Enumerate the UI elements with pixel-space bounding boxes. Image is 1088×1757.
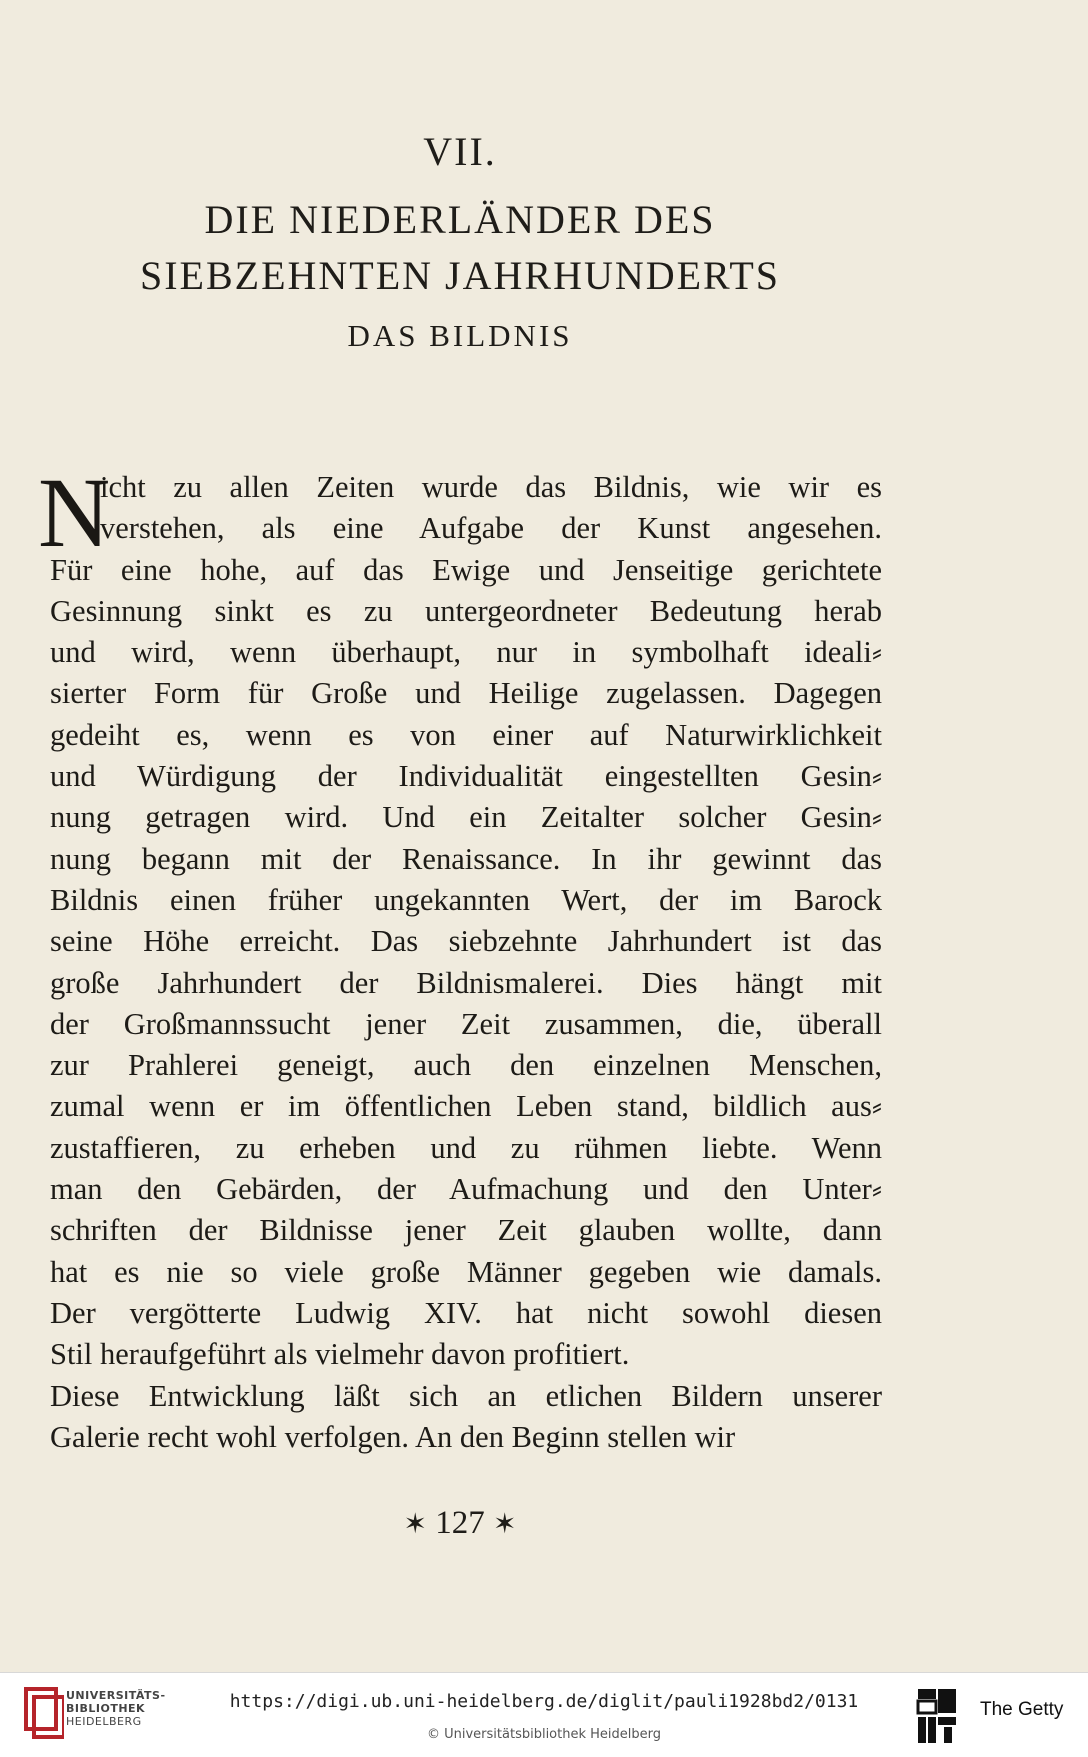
partner-name: The Getty [980, 1699, 1064, 1720]
text-line: Diese Entwicklung läßt sich an etlichen Bildern unserer [50, 1378, 882, 1413]
text-line: Bildnis einen früher ungekannten Wert, der im Barock [50, 882, 882, 917]
text-line: hat es nie so viele große Männer gegeben wie damals. [50, 1254, 882, 1289]
page-folio [0, 1505, 920, 1542]
body-text [38, 457, 882, 1458]
chapter-title-line-1: DIE NIEDERLÄNDER DES [204, 197, 716, 242]
text-line: zustaffieren, zu erheben und zu rühmen liebte. Wenn [50, 1130, 882, 1165]
getty-logo-icon [916, 1687, 958, 1745]
text-line: Gesinnung sinkt es zu untergeordneter Bedeutung herab [50, 593, 882, 628]
text-line: gedeiht es, wenn es von einer auf Naturwirklichkeit [50, 717, 882, 752]
text-line: zumal wenn er im öffentlichen Leben stand, bildlich aus⸗ [50, 1089, 882, 1124]
text-line: verstehen, als eine Aufgabe der Kunst angesehen. [100, 511, 882, 546]
text-line: und wird, wenn überhaupt, nur in symbolhaft ideali⸗ [50, 635, 882, 670]
text-line: Der vergötterte Ludwig XIV. hat nicht sowohl diesen [50, 1295, 882, 1330]
text-line: schriften der Bildnisse jener Zeit glauben wollte, dann [50, 1213, 882, 1248]
text-lines [50, 467, 882, 1458]
viewer-footer [0, 1672, 1088, 1757]
text-line: Stil heraufgeführt als vielmehr davon profitiert. [50, 1337, 630, 1372]
text-line: sierter Form für Große und Heilige zugelassen. Dagegen [50, 676, 882, 711]
text-line: nung begann mit der Renaissance. In ihr gewinnt das [50, 841, 882, 876]
library-name-line-2: BIBLIOTHEK [66, 1702, 146, 1715]
text-line: nung getragen wird. Und ein Zeitalter solcher Gesin⸗ [50, 800, 882, 835]
copyright-notice: © Universitätsbibliothek Heidelberg [426, 1727, 661, 1742]
library-name-line-3: HEIDELBERG [66, 1715, 142, 1728]
page-number: 127 [435, 1505, 485, 1541]
folio-star-left-icon: ✶ [403, 1509, 427, 1540]
drop-cap: N [38, 457, 111, 568]
folio-star-right-icon: ✶ [493, 1509, 517, 1540]
chapter-number: VII. [423, 129, 497, 174]
text-line: der Großmannssucht jener Zeit zusammen, die, überall [50, 1006, 882, 1041]
text-line: große Jahrhundert der Bildnismalerei. Dies hängt mit [50, 965, 882, 1000]
text-line: Galerie recht wohl verfolgen. An den Beginn stellen wir [50, 1419, 736, 1454]
text-line: Für eine hohe, auf das Ewige und Jenseitige gerichtete [50, 552, 882, 587]
section-title: DAS BILDNIS [347, 318, 573, 353]
permalink-url[interactable]: https://digi.ub.uni-heidelberg.de/diglit/pauli1928bd2/0131 [229, 1691, 859, 1712]
text-line: und Würdigung der Individualität eingestellten Gesin⸗ [50, 759, 882, 794]
chapter-title [0, 192, 920, 304]
chapter-title-line-2: SIEBZEHNTEN JAHRHUNDERTS [139, 253, 781, 298]
text-line: icht zu allen Zeiten wurde das Bildnis, wie wir es [100, 470, 882, 504]
text-line: zur Prahlerei geneigt, auch den einzelnen Menschen, [50, 1048, 882, 1083]
text-line: man den Gebärden, der Aufmachung und den Unter⸗ [50, 1172, 882, 1207]
text-line: seine Höhe erreicht. Das siebzehnte Jahrhundert ist das [50, 924, 882, 959]
library-name-line-1: UNIVERSITÄTS- [66, 1689, 166, 1702]
